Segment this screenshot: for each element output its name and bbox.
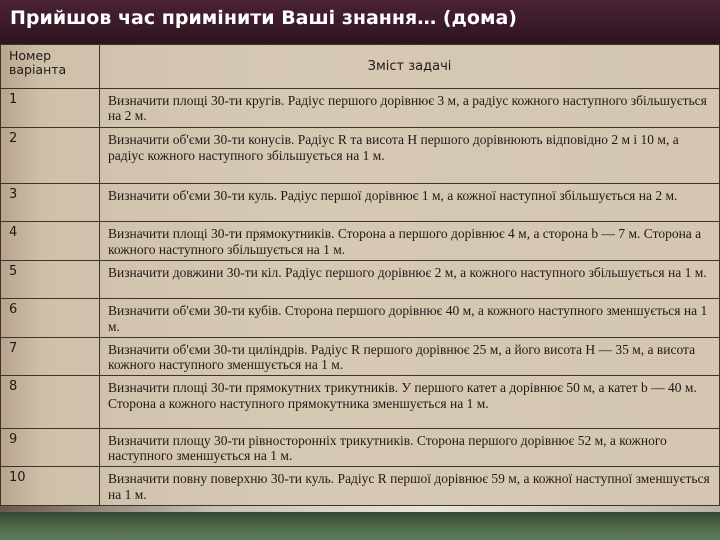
table-row [1,128,720,184]
task-text: Визначити об'єми 30-ти циліндрів. Радіус R першого дорівнює 25 м, а його висота H — 35 м, а висота кожного наступного зменшується на 1 м. [100,337,720,376]
variant-number: 5 [1,260,100,299]
slide-footer-decoration [0,506,720,540]
footer-highlight-strip [0,506,720,512]
table-row [1,467,720,506]
table-row [1,376,720,429]
table-row [1,337,720,376]
task-table-scan [0,44,720,506]
task-text: Визначити об'єми 30-ти куль. Радіус першої дорівнює 1 м, а кожної наступної збільшується на 2 м. [100,183,720,222]
variant-number: 8 [1,376,100,429]
task-text: Визначити об'єми 30-ти кубів. Сторона першого дорівнює 40 м, а кожного наступного зменшується на 1 м. [100,299,720,338]
task-text: Визначити повну поверхню 30-ти куль. Радіус R першої дорівнює 59 м, а кожної наступної зменшується на 1 м. [100,467,720,506]
variant-number: 3 [1,183,100,222]
table-row [1,299,720,338]
task-text: Визначити площі 30-ти прямокутників. Сторона a першого дорівнює 4 м, а сторона b — 7 м. Сторона a кожного наступного збільшується на 1 м. [100,222,720,261]
task-text: Визначити довжини 30-ти кіл. Радіус першого дорівнює 2 м, а кожного наступного збільшується на 1 м. [100,260,720,299]
table-header-row [1,45,720,89]
table-row [1,222,720,261]
title-bar [0,0,720,44]
table-row [1,88,720,128]
table-row [1,428,720,467]
task-table [0,44,720,506]
slide-title: Прийшов час примінити Ваші знання… (дома) [10,7,517,29]
variant-number: 2 [1,128,100,184]
variant-number: 1 [1,88,100,128]
variant-number: 10 [1,467,100,506]
task-text: Визначити площу 30-ти рівносторонніх трикутників. Сторона першого дорівнює 52 м, а кожного наступного зменшується на 1 м. [100,428,720,467]
table-row [1,183,720,222]
header-task-content: Зміст задачі [100,45,720,89]
table-row [1,260,720,299]
variant-number: 4 [1,222,100,261]
header-variant-number: Номер варіанта [1,45,100,89]
variant-number: 6 [1,299,100,338]
task-text: Визначити об'єми 30-ти конусів. Радіус R та висота H першого дорівнюють відповідно 2 м і 10 м, а радіус кожного наступного збільшується на 1 м. [100,128,720,184]
task-text: Визначити площі 30-ти прямокутних трикутників. У першого катет a дорівнює 50 м, а катет b — 40 м. Сторона a кожного наступного прямокутника зменшується на 1 м. [100,376,720,429]
task-text: Визначити площі 30-ти кругів. Радіус першого дорівнює 3 м, а радіус кожного наступного збільшується на 2 м. [100,88,720,128]
variant-number: 9 [1,428,100,467]
variant-number: 7 [1,337,100,376]
